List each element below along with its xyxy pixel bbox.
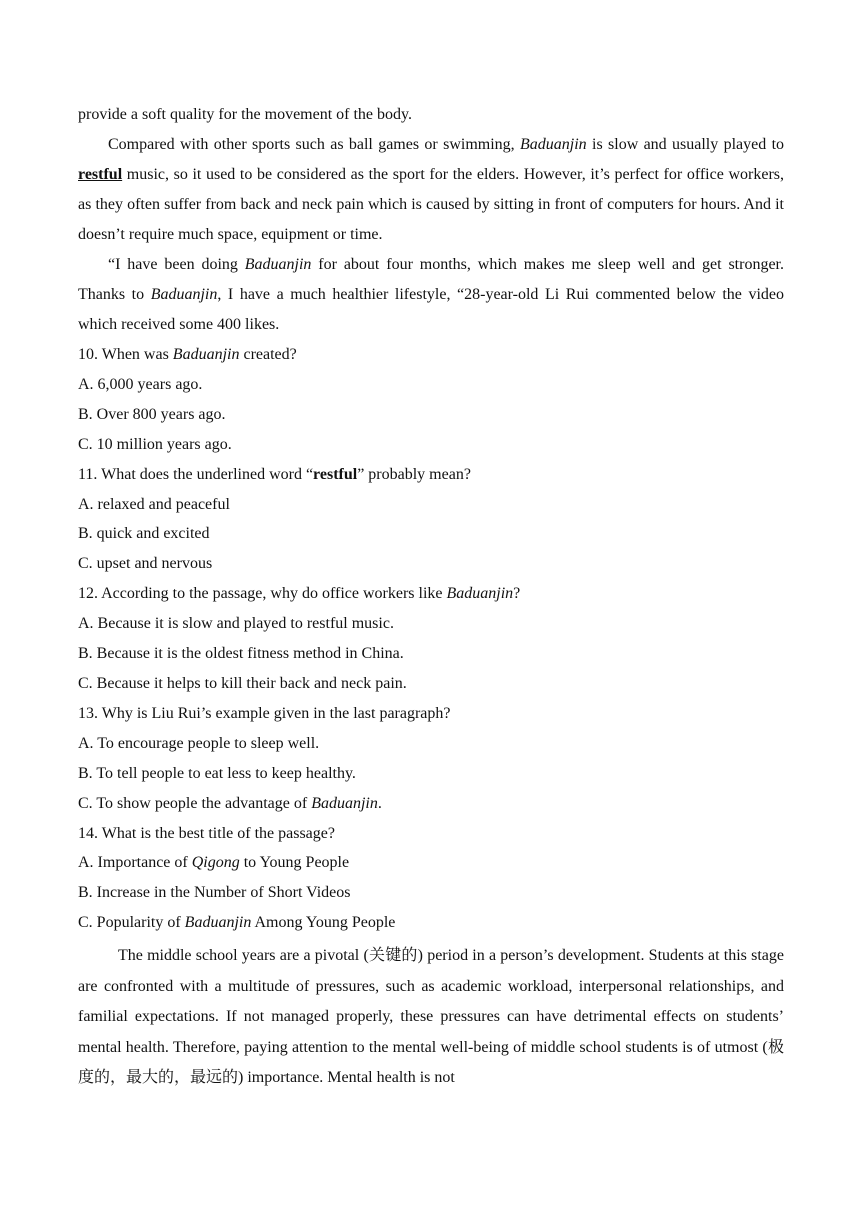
question-stem [78, 460, 784, 490]
question-12 [78, 579, 784, 699]
passage-paragraph-restful-music [78, 130, 784, 250]
italic-term: Qigong [191, 854, 240, 872]
stem-text: created? [239, 346, 297, 363]
question-14 [78, 819, 784, 939]
option-c [78, 789, 784, 819]
option-c: C. Because it helps to kill their back and neck pain. [78, 674, 407, 692]
stem-text: 12. According to the passage, why do office workers like [78, 585, 447, 603]
stem-text: ” probably mean? [357, 465, 471, 483]
stem-text: ? [513, 585, 521, 603]
italic-term: Baduanjin [520, 136, 587, 153]
option-c [78, 908, 784, 938]
option-a [78, 848, 784, 878]
stem-text: 10. When was [78, 346, 173, 363]
italic-term: Baduanjin [244, 256, 312, 273]
italic-term: Baduanjin [184, 914, 252, 932]
question-stem [78, 340, 784, 370]
text-run: is slow and usually played to [586, 136, 785, 153]
text-run: “I have been doing [108, 256, 245, 273]
option-b: B. Increase in the Number of Short Videos [78, 884, 351, 902]
next-passage-paragraph: The middle school years are a pivotal (关键的) period in a person’s development. Students at this stage are confronted with a multitude of pressures, such as academic workload, interpersonal relationships, and familial expectations. If not managed properly, these pressures can have detrimental effects on students’ mental health. Therefore, paying attention to the mental well-being of middle school students is of utmost (极度的，最大的，最远的) importance. Mental health is not [78, 947, 784, 1087]
option-b: B. Because it is the oldest fitness method in China. [78, 645, 404, 663]
text-run: music, so it used to be considered as the sport for the elders. However, it’s perfect for office workers, as they often suffer from back and neck pain which is caused by sitting in front of computers for hours. And it doesn’t require much space, equipment or time. [78, 166, 784, 243]
passage-continuation: provide a soft quality for the movement of the body. [78, 106, 412, 123]
question-stem: 14. What is the best title of the passage? [78, 824, 335, 842]
option-text: to Young People [239, 854, 350, 872]
option-a: A. relaxed and peaceful [78, 495, 230, 513]
italic-term: Baduanjin [446, 585, 514, 603]
option-text: C. Popularity of [78, 914, 185, 932]
option-a: A. 6,000 years ago. [78, 375, 203, 393]
option-a: A. To encourage people to sleep well. [78, 734, 320, 752]
option-a: A. Because it is slow and played to restful music. [78, 615, 394, 633]
text-run: for about four months, which makes me sleep well and get stronger. Thanks to [78, 256, 784, 303]
page-content [78, 100, 784, 1094]
option-text: Among Young People [251, 914, 396, 932]
stem-text: 11. What does the underlined word “ [78, 465, 314, 483]
option-c: C. 10 million years ago. [78, 435, 232, 453]
passage-paragraph-quote [78, 250, 784, 340]
option-text: A. Importance of [78, 854, 192, 872]
option-b: B. Over 800 years ago. [78, 405, 226, 423]
question-stem: 13. Why is Liu Rui’s example given in the last paragraph? [78, 704, 451, 722]
option-text: . [377, 794, 382, 812]
question-10 [78, 340, 784, 460]
option-b: B. quick and excited [78, 525, 210, 543]
question-stem [78, 579, 784, 609]
italic-term: Baduanjin [172, 346, 240, 363]
underlined-word: restful [78, 166, 123, 183]
text-run: , I have a much healthier lifestyle, “28-year-old Li Rui commented below the video which received some 400 likes. [78, 286, 784, 333]
italic-term: Baduanjin [150, 286, 218, 303]
bold-term: restful [313, 465, 358, 483]
option-c: C. upset and nervous [78, 555, 213, 573]
option-b: B. To tell people to eat less to keep healthy. [78, 764, 356, 782]
question-11 [78, 460, 784, 580]
text-run: Compared with other sports such as ball games or swimming, [108, 136, 520, 153]
question-13 [78, 699, 784, 819]
option-text: C. To show people the advantage of [78, 794, 312, 812]
italic-term: Baduanjin [311, 794, 378, 812]
